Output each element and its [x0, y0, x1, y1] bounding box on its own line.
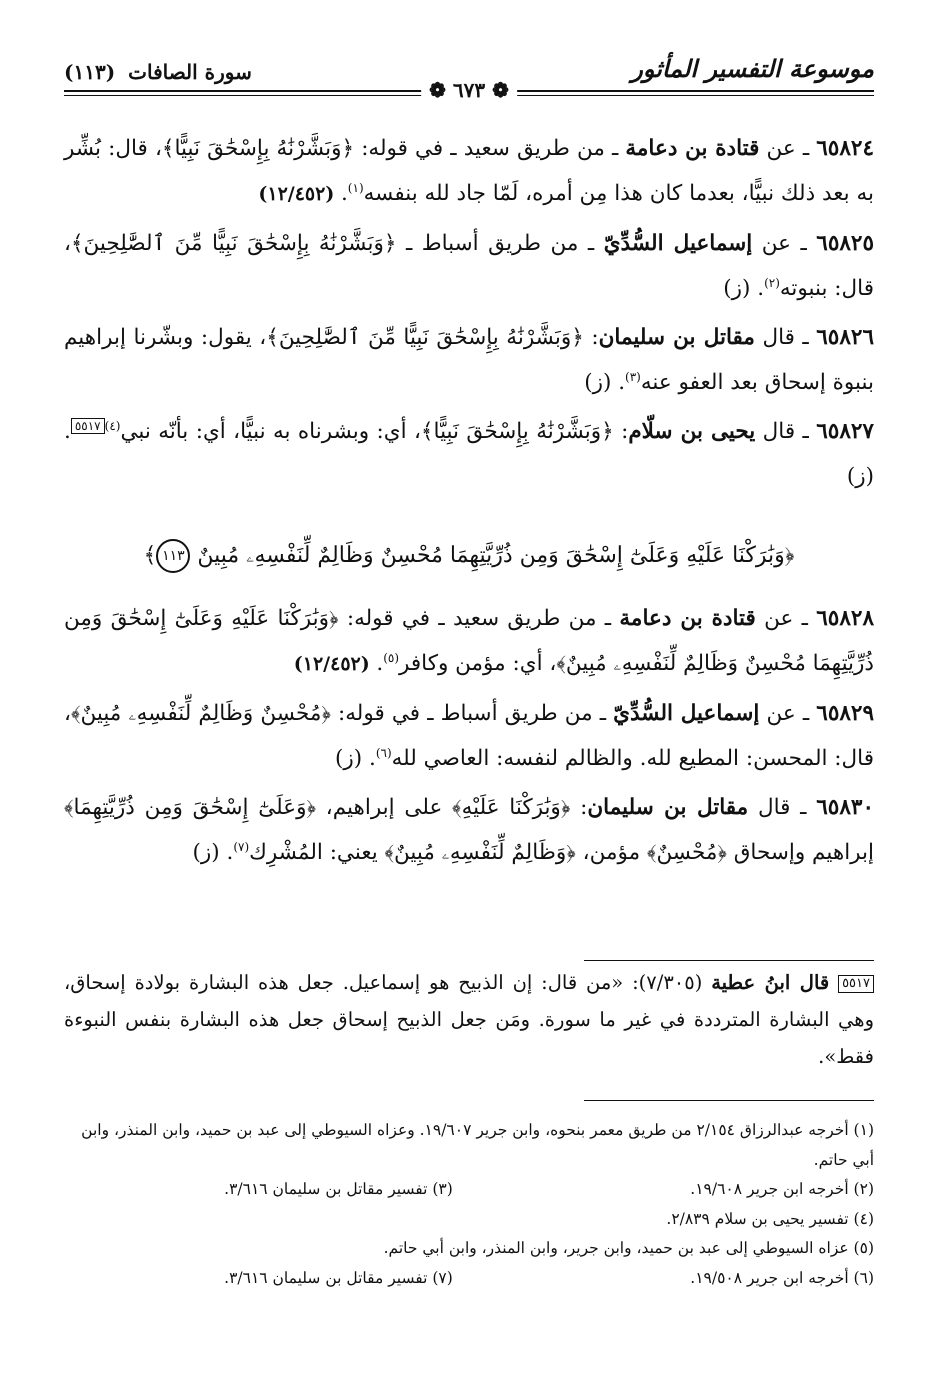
- footnote-marker: (٣): [625, 369, 641, 384]
- entry-suffix: . (ز): [335, 746, 376, 771]
- footnote-3: (٣) تفسير مقاتل بن سليمان ٣/٦١٦.: [224, 1180, 453, 1198]
- footnote-row: [64, 1264, 874, 1294]
- footnote-7: (٧) تفسير مقاتل بن سليمان ٣/٦١٦.: [224, 1268, 453, 1287]
- commentary-text: (٧/٣٠٥): «من قال: إن الذبيح هو إسماعيل. جعل هذه البشارة بولادة إسحاق، وهي البشارة المترددة في غير ما سورة. ومَن جعل الذبيح إسحاق جعل هذه البشارة بنفس النبوءة فقط».: [64, 971, 874, 1068]
- entry-number: ٦٥٨٢٦: [816, 325, 874, 350]
- main-text: [64, 126, 874, 879]
- entry-number: ٦٥٨٢٩: [816, 701, 875, 726]
- quran-verse: [64, 533, 874, 578]
- surah-verse-number: (١١٣): [64, 60, 116, 84]
- entry-text: : ﴿وَبَشَّرْنَٰهُ بِإِسْحَٰقَ نَبِيًّا﴾، أي: وبشرناه به نبيًّا، أي: بأنّه نبي: [120, 419, 629, 444]
- footnote-separator: [584, 1100, 874, 1101]
- surah-name: سورة الصافات: [128, 60, 252, 84]
- entry-suffix: .: [376, 651, 384, 676]
- footnote-marker: (٤): [104, 418, 121, 433]
- entry-65830: [64, 785, 874, 875]
- commentary-author: قال ابنُ عطية: [711, 971, 830, 994]
- entry-65828: [64, 596, 874, 687]
- footnote-6: (٦) أخرجه ابن جرير ١٩/٥٠٨.: [690, 1268, 874, 1287]
- verse-close: ﴾: [143, 543, 157, 568]
- page-number: ❁ ٦٧٣ ❁: [421, 78, 517, 102]
- footnote-marker: (٢): [764, 275, 780, 290]
- footnote-4: (٤) تفسير يحيى بن سلام ٢/٨٣٩.: [666, 1209, 874, 1228]
- commentary-separator: [584, 960, 874, 961]
- narrator-name: إسماعيل السُّدِّيّ: [603, 231, 753, 256]
- page-header: [64, 48, 874, 104]
- entry-text: ـ من طريق أسباط ـ في قوله: ﴿مُحْسِنٌ وَظَالِمٌ لِّنَفْسِهِۦ مُبِينٌ﴾، قال: المحسن: المطيع لله. والظالم لنفسه: العاصي لله: [64, 701, 874, 771]
- entry-text: ـ من طريق أسباط ـ ﴿وَبَشَّرْنَٰهُ بِإِسْحَٰقَ نَبِيًّا مِّنَ ٱلصَّٰلِحِينَ﴾، قال: بنبوته: [64, 231, 874, 301]
- entry-suffix: . (ز): [723, 276, 765, 301]
- entry-text: ـ من طريق سعيد ـ في قوله: ﴿وَبَشَّرْنَٰهُ بِإِسْحَٰقَ نَبِيًّا﴾، قال: بُشِّر به بعد ذلك نبيًّا، بعدما كان هذا مِن أمره، لَمّا جاد لله بنفسه: [64, 136, 874, 206]
- footnote-1: (١) أخرجه عبدالرزاق ٢/١٥٤ من طريق معمر بنحوه، وابن جرير ١٩/٦٠٧. وعزاه السيوطي إلى عبد بن حميد، وابن المنذر، وابن أبي حاتم.: [81, 1121, 874, 1169]
- entry-prefix: ـ عن: [759, 136, 817, 161]
- footnote-5: (٥) عزاه السيوطي إلى عبد بن حميد، وابن جرير، وابن المنذر، وابن أبي حاتم.: [383, 1239, 874, 1257]
- source-reference: (١٢/٤٥٢): [293, 653, 377, 675]
- footnote-2: (٢) أخرجه ابن جرير ١٩/٦٠٨.: [690, 1180, 874, 1198]
- narrator-name: قتادة بن دعامة: [625, 136, 760, 161]
- commentary-box-marker: ٥٥١٧: [71, 418, 105, 434]
- commentary-box-number: ٥٥١٧: [838, 975, 874, 993]
- entry-suffix: .: [340, 181, 348, 206]
- narrator-name: مقاتل بن سليمان: [598, 325, 755, 350]
- entry-number: ٦٥٨٢٨: [816, 606, 874, 631]
- narrator-name: مقاتل بن سليمان: [587, 795, 749, 820]
- entry-65824: [64, 126, 874, 217]
- entry-prefix: ـ قال: [748, 795, 817, 820]
- footnote-marker: (١): [347, 180, 364, 195]
- entry-text: : ﴿وَبَشَّرْنَٰهُ بِإِسْحَٰقَ نَبِيًّا مِّنَ ٱلصَّٰلِحِينَ﴾، يقول: وبشّرنا إبراهيم بنبوة إسحاق بعد العفو عنه: [64, 325, 874, 395]
- entry-number: ٦٥٨٢٤: [816, 136, 874, 161]
- entry-prefix: ـ قال: [755, 419, 817, 444]
- source-reference: (١٢/٤٥٢): [258, 183, 341, 205]
- entry-prefix: ـ عن: [752, 231, 817, 256]
- entry-65829: [64, 691, 874, 781]
- entry-prefix: ـ عن: [755, 606, 817, 631]
- verse-number-badge: ١١٣: [156, 539, 190, 573]
- entry-text: ـ من طريق سعيد ـ في قوله: ﴿وَبَٰرَكْنَا عَلَيْهِ وَعَلَىٰٓ إِسْحَٰقَ وَمِن ذُرِّيَّتِهِمَا مُحْسِنٌ وَظَالِمٌ لِّنَفْسِهِۦ مُبِينٌ﴾، أي: مؤمن وكافر: [64, 606, 874, 676]
- entry-number: ٦٥٨٢٧: [816, 419, 874, 444]
- narrator-name: إسماعيل السُّدِّيّ: [613, 701, 760, 726]
- verse-text: ﴿وَبَٰرَكْنَا عَلَيْهِ وَعَلَىٰٓ إِسْحَٰقَ وَمِن ذُرِّيَّتِهِمَا مُحْسِنٌ وَظَالِمٌ لِّنَفْسِهِۦ مُبِينٌ: [197, 543, 795, 568]
- entry-prefix: ـ عن: [759, 701, 817, 726]
- commentary-note: [64, 964, 874, 1075]
- footnote-marker: (٥): [383, 650, 400, 665]
- entry-65827: [64, 409, 874, 499]
- entry-number: ٦٥٨٢٥: [816, 231, 875, 256]
- entry-text: : ﴿وَبَٰرَكْنَا عَلَيْهِ﴾ على إبراهيم، ﴿وَعَلَىٰٓ إِسْحَٰقَ وَمِن ذُرِّيَّتِهِمَا﴾ إبراهيم وإسحاق ﴿مُحْسِنٌ﴾ مؤمن، ﴿وَظَالِمٌ لِّنَفْسِهِۦ مُبِينٌ﴾ يعني: المُشْرِك: [64, 795, 874, 865]
- footnotes: [64, 1116, 874, 1293]
- footnote-marker: (٦): [375, 745, 392, 760]
- entry-suffix: . (ز): [192, 840, 234, 865]
- entry-65825: [64, 221, 874, 311]
- narrator-name: قتادة بن دعامة: [619, 606, 756, 631]
- entry-number: ٦٥٨٣٠: [816, 795, 874, 820]
- book-title: موسوعة التفسير المأثور: [631, 54, 874, 83]
- entry-prefix: ـ قال: [754, 325, 817, 350]
- surah-reference: [64, 60, 252, 84]
- entry-suffix: . (ز): [584, 370, 626, 395]
- footnote-row: [64, 1175, 874, 1205]
- entry-suffix: . (ز): [64, 419, 874, 489]
- footnote-marker: (٧): [233, 839, 250, 854]
- entry-65826: [64, 315, 874, 405]
- narrator-name: يحيى بن سلّام: [628, 419, 756, 444]
